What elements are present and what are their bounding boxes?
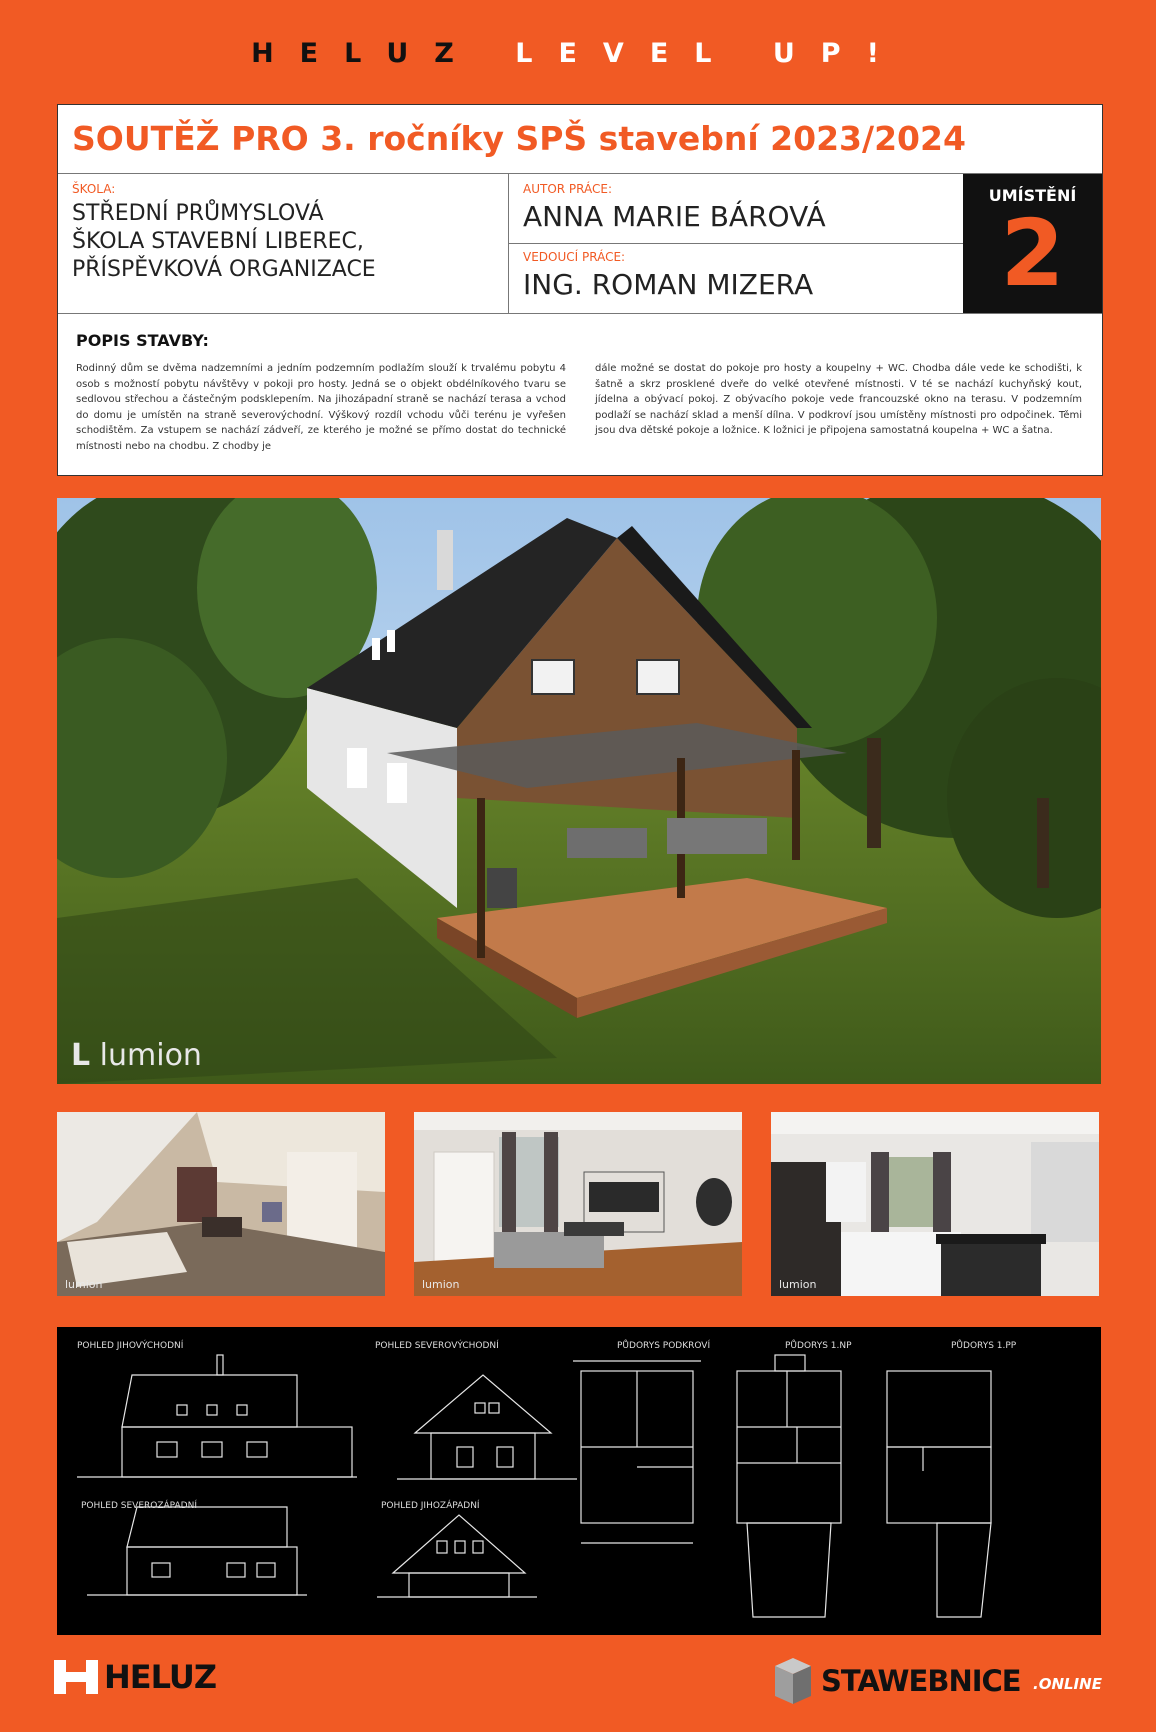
placement-box: [963, 174, 1102, 313]
competition-card: [57, 104, 1103, 476]
living-room-illustration: [414, 1112, 742, 1296]
label-view-southwest: POHLED JIHOZÁPADNÍ: [381, 1501, 480, 1511]
card-title-row: [58, 105, 1102, 174]
kitchen-render: [771, 1112, 1099, 1296]
living-room-render: [414, 1112, 742, 1296]
label-view-southeast: POHLED JIHOVÝCHODNÍ: [77, 1341, 184, 1351]
placement-number: 2: [1000, 200, 1065, 307]
lumion-watermark-text: lumion: [99, 1038, 202, 1073]
competition-title: SOUTĚŽ PRO 3. ročníky SPŠ stavební 2023/2024: [72, 119, 966, 158]
info-row: [58, 174, 1102, 314]
placement-label: UMÍSTĚNÍ: [988, 186, 1077, 205]
school-line-3: PŘÍSPĚVKOVÁ ORGANIZACE: [72, 257, 376, 282]
author-name: ANNA MARIE BÁROVÁ: [523, 200, 826, 233]
stawebnice-logo-suffix: .ONLINE: [1033, 1675, 1102, 1693]
lumion-watermark-text-3: lumion: [779, 1278, 817, 1291]
school-line-2: ŠKOLA STAVEBNÍ LIBEREC,: [72, 229, 364, 254]
school-line-1: STŘEDNÍ PRŮMYSLOVÁ: [72, 201, 324, 226]
drawings-linework: [57, 1327, 1101, 1635]
stawebnice-logo: [771, 1650, 1111, 1714]
author-label: AUTOR PRÁCE:: [523, 182, 613, 196]
label-view-northeast: POHLED SEVEROVÝCHODNÍ: [375, 1341, 499, 1351]
house-render-illustration: [57, 498, 1101, 1084]
lumion-watermark-3: [779, 1278, 817, 1291]
description-column-2: dále možné se dostat do pokoje pro hosty a koupelny + WC. Chodba dále vede ke schodišti, k šatně a skrz prosklené dveře do velké otevřené místnosti. V té se nachází kuchyňský kout, jídelna a obývací pokoj. Z obývacího pokoje vede francouzské okno na terasu. V podzemním podlaží se nachází sklad a menší dílna. V podkroví jsou umístěny místnosti pro odpočinek. Těmi jsou dva dětské pokoje a ložnice. K ložnici je připojena samostatná koupelna + WC a šatna.: [595, 363, 1082, 437]
lumion-watermark-text-1: lumion: [65, 1278, 103, 1291]
school-box: [58, 174, 509, 313]
technical-drawings-panel: [57, 1327, 1101, 1635]
lumion-watermark: [71, 1038, 202, 1073]
banner-title: [0, 38, 1156, 72]
heluz-logo-text: HELUZ: [104, 1658, 217, 1696]
heluz-logo-icon: [54, 1660, 98, 1694]
stawebnice-cube-icon: [771, 1656, 815, 1708]
heluz-logo: [54, 1656, 234, 1696]
lumion-watermark-text-2: lumion: [422, 1278, 460, 1291]
school-label: ŠKOLA:: [72, 182, 116, 196]
author-box: [509, 174, 963, 244]
banner-word-levelup: LEVEL UP!: [515, 38, 905, 69]
label-plan-1np: PŮDORYS 1.NP: [785, 1341, 852, 1351]
leader-name: ING. ROMAN MIZERA: [523, 268, 814, 301]
description-column-1: Rodinný dům se dvěma nadzemními a jedním podzemním podlažím slouží k trvalému pobytu 4 osob s možností pobytu návštěvy v pokoji pro hosty. Jedná se o objekt obdélníkového tvaru se sedlovou střechou a částečným podsklepením. Na jihozápadní straně se nachází terasa a vchod do domu je umístěn na straně severovýchodní. Výškový rozdíl vchodu vůči terénu je vyřešen schodištěm. Za vstupem se nachází zádveří, ze kterého je možné se přímo dostat do technické místnosti nebo na chodbu. Z chodby je: [76, 363, 566, 452]
leader-label: VEDOUCÍ PRÁCE:: [523, 250, 626, 264]
label-view-northwest: POHLED SEVEROZÁPADNÍ: [81, 1501, 197, 1511]
banner-word-heluz: HELUZ: [251, 38, 480, 69]
lumion-logo-icon: L: [71, 1038, 91, 1073]
lumion-watermark-1: [65, 1278, 103, 1291]
description-heading: POPIS STAVBY:: [76, 331, 209, 350]
house-exterior-render: [57, 498, 1101, 1084]
label-plan-attic: PŮDORYS PODKROVÍ: [617, 1341, 711, 1351]
label-plan-1pp: PŮDORYS 1.PP: [951, 1341, 1017, 1351]
leader-box: [509, 244, 963, 313]
kitchen-illustration: [771, 1112, 1099, 1296]
stawebnice-logo-text: STAWEBNICE: [821, 1664, 1021, 1698]
bedroom-render: [57, 1112, 385, 1296]
bedroom-illustration: [57, 1112, 385, 1296]
lumion-watermark-2: [422, 1278, 460, 1291]
